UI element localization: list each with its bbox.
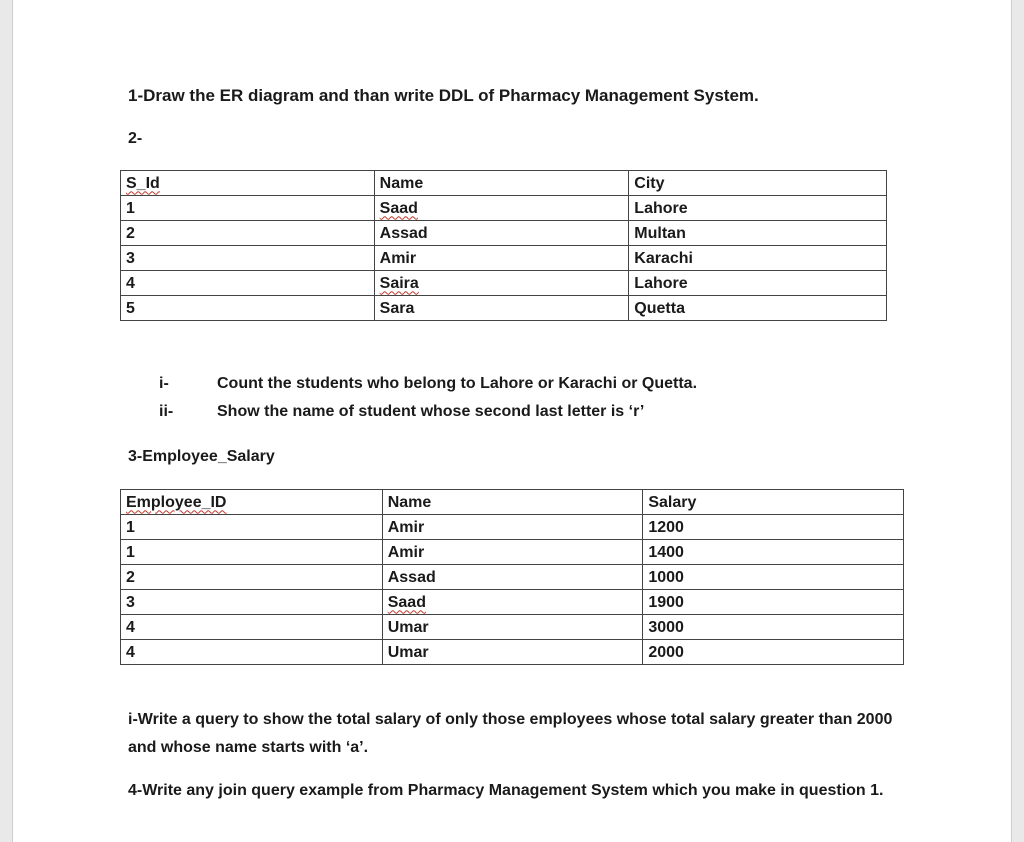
header-cell: Salary — [643, 490, 904, 515]
table-cell: 1900 — [643, 590, 904, 615]
list-item: Count the students who belong to Lahore or Karachi or Quetta. — [217, 375, 698, 392]
table-header-row — [121, 171, 887, 196]
table-cell: Saira — [374, 271, 629, 296]
table-cell: Umar — [382, 615, 643, 640]
header-cell: S_Id — [121, 171, 375, 196]
table-cell: 3 — [121, 590, 383, 615]
table-row — [121, 565, 904, 590]
table-cell: 2000 — [643, 640, 904, 665]
table-cell: Sara — [374, 296, 629, 321]
table-cell: 5 — [121, 296, 375, 321]
table-cell: Amir — [382, 540, 643, 565]
table-cell: 3000 — [643, 615, 904, 640]
table-cell: Amir — [374, 246, 629, 271]
table-cell: Karachi — [629, 246, 887, 271]
list-item: Show the name of student whose second last letter is ‘r’ — [217, 403, 645, 420]
question-4: 4-Write any join query example from Pharmacy Management System which you make in question 1. — [128, 782, 884, 799]
table-row — [121, 246, 887, 271]
table-cell: Saad — [382, 590, 643, 615]
header-cell: City — [629, 171, 887, 196]
table-cell: 1 — [121, 540, 383, 565]
table-cell: Assad — [382, 565, 643, 590]
table-cell: Lahore — [629, 196, 887, 221]
table-row — [121, 221, 887, 246]
document-page — [12, 0, 1012, 842]
table-cell: 2 — [121, 221, 375, 246]
header-cell: Employee_ID — [121, 490, 383, 515]
table-header-row — [121, 490, 904, 515]
employee-salary-table — [120, 489, 904, 665]
table-row — [121, 196, 887, 221]
table-cell: 2 — [121, 565, 383, 590]
table-cell: 4 — [121, 271, 375, 296]
table-cell: 3 — [121, 246, 375, 271]
table-cell: Saad — [374, 196, 629, 221]
table-cell: 4 — [121, 615, 383, 640]
table-row — [121, 615, 904, 640]
table-cell: Assad — [374, 221, 629, 246]
table-cell: 4 — [121, 640, 383, 665]
table-cell: Umar — [382, 640, 643, 665]
table-row — [121, 271, 887, 296]
table-cell: 1 — [121, 196, 375, 221]
question-2-label: 2- — [128, 130, 143, 147]
table-cell: Quetta — [629, 296, 887, 321]
table-cell: Amir — [382, 515, 643, 540]
students-table — [120, 170, 887, 321]
table-row — [121, 515, 904, 540]
table-cell: 1400 — [643, 540, 904, 565]
header-cell: Name — [382, 490, 643, 515]
table-row — [121, 296, 887, 321]
list-number: i- — [159, 375, 169, 392]
table-row — [121, 540, 904, 565]
list-number: ii- — [159, 403, 174, 420]
table-cell: Multan — [629, 221, 887, 246]
header-cell: Name — [374, 171, 629, 196]
question-3-label: 3-Employee_Salary — [128, 448, 275, 465]
question-1: 1-Draw the ER diagram and than write DDL of Pharmacy Management System. — [128, 86, 759, 105]
table-cell: Lahore — [629, 271, 887, 296]
question-3-i: i-Write a query to show the total salary of only those employees whose total salary greater than 2000 and whose name starts with ‘a’. — [128, 711, 893, 756]
table-cell: 1200 — [643, 515, 904, 540]
table-cell: 1000 — [643, 565, 904, 590]
table-row — [121, 640, 904, 665]
table-row — [121, 590, 904, 615]
table-cell: 1 — [121, 515, 383, 540]
